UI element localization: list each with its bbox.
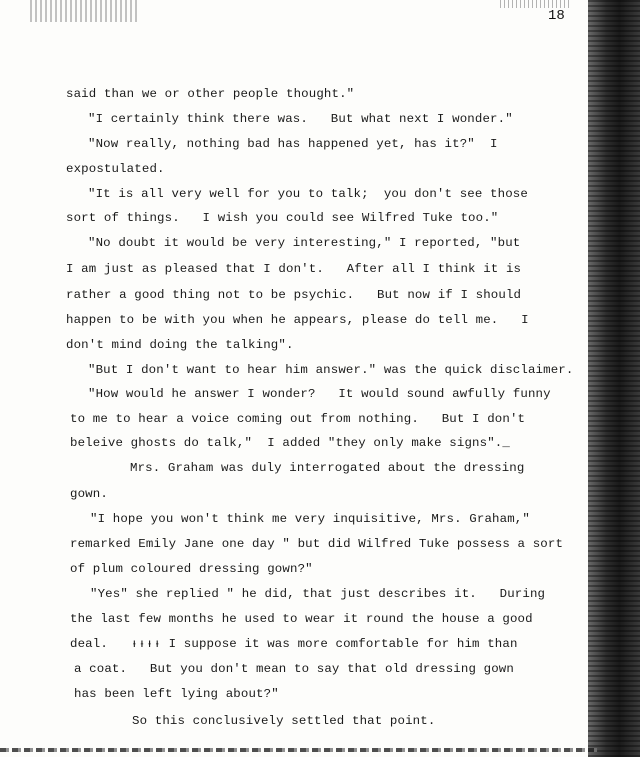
text-line: has been left lying about?" [74, 687, 279, 701]
text-line: "I certainly think there was. But what next I wonder." [88, 112, 513, 126]
text-line: of plum coloured dressing gown?" [70, 562, 313, 576]
text-line: to me to hear a voice coming out from nothing. But I don't [70, 412, 526, 426]
text-line: remarked Emily Jane one day " but did Wilfred Tuke possess a sort [70, 537, 564, 551]
text-line: "But I don't want to hear him answer." was the quick disclaimer. [88, 363, 574, 377]
text-line: expostulated. [66, 162, 165, 176]
text-line: a coat. But you don't mean to say that old dressing gown [74, 662, 514, 676]
scan-edge-bottom [0, 748, 600, 752]
text-line: gown. [70, 487, 108, 501]
text-line: beleive ghosts do talk," I added "they only make signs"._ [70, 436, 510, 450]
scan-artifact-top-right [500, 0, 570, 8]
text-line: rather a good thing not to be psychic. But now if I should [66, 288, 522, 302]
text-line: So this conclusively settled that point. [132, 714, 436, 728]
text-line: don't mind doing the talking". [66, 338, 294, 352]
text-line: "How would he answer I wonder? It would sound awfully funny [88, 387, 551, 401]
text-line: the last few months he used to wear it round the house a good [70, 612, 533, 626]
text-line: said than we or other people thought." [66, 87, 355, 101]
text-line: "Now really, nothing bad has happened yet, has it?" I [88, 137, 498, 151]
text-line: deal. ᵻᵻᵻᵻ I suppose it was more comfortable for him than [70, 637, 518, 651]
text-line: Mrs. Graham was duly interrogated about the dressing [130, 461, 525, 475]
text-line: "It is all very well for you to talk; you don't see those [88, 187, 528, 201]
text-line: "No doubt it would be very interesting," I reported, "but [88, 236, 521, 250]
scan-artifact-top-left [30, 0, 140, 22]
text-line: "Yes" she replied " he did, that just describes it. During [90, 587, 546, 601]
page-number: 18 [548, 8, 565, 24]
text-line: happen to be with you when he appears, please do tell me. I [66, 313, 529, 327]
text-line: sort of things. I wish you could see Wilfred Tuke too." [66, 211, 499, 225]
text-line: "I hope you won't think me very inquisitive, Mrs. Graham," [90, 512, 530, 526]
scan-edge-right [588, 0, 640, 757]
text-line: I am just as pleased that I don't. After all I think it is [66, 262, 522, 276]
